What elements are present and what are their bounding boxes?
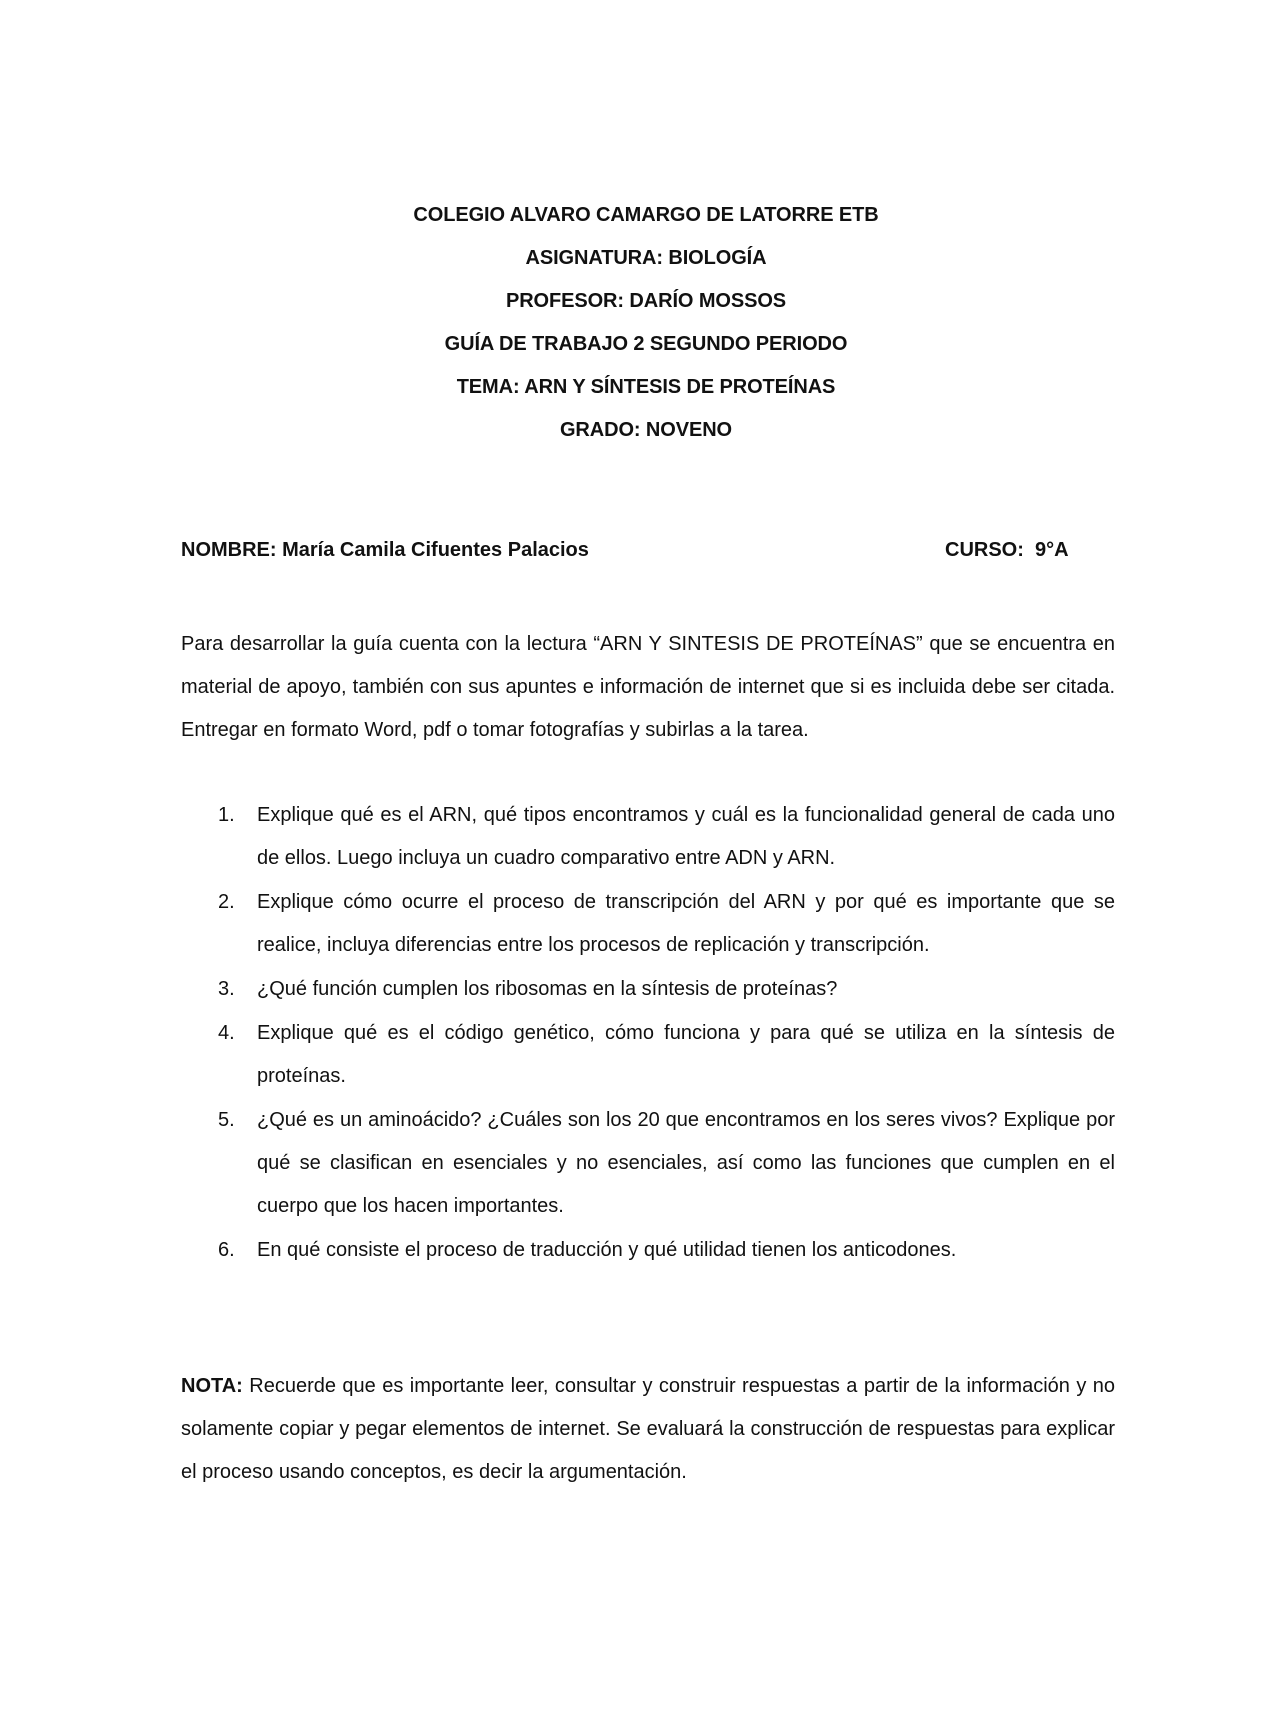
question-item [181,794,1115,880]
teacher-line: PROFESOR: DARÍO MOSSOS [505,290,787,312]
question-text: Explique qué es el ARN, qué tipos encontramos y cuál es la funcionalidad general de cada uno de ellos. Luego incluya un cuadro comparativo entre ADN y ARN. [257,804,1115,869]
question-text: En qué consiste el proceso de traducción y qué utilidad tienen los anticodones. [257,1239,957,1261]
question-item [181,1229,1115,1272]
note-paragraph [181,1365,1115,1494]
note-text: Recuerde que es importante leer, consultar y construir respuestas a partir de la información y no solamente copiar y pegar elementos de internet. Se evaluará la construcción de respuestas para explicar el proceso usando conceptos, es decir la argumentación. [181,1375,1115,1483]
question-number: 2. [218,891,235,913]
question-number: 6. [218,1239,235,1261]
student-course: CURSO: 9°A [945,539,1069,561]
question-text: ¿Qué es un aminoácido? ¿Cuáles son los 20 que encontramos en los seres vivos? Explique por qué se clasifican en esenciales y no esenciales, así como las funciones que cumplen en el cuerpo que los hacen importantes. [257,1109,1115,1217]
question-number: 5. [218,1109,235,1131]
question-item [181,1099,1115,1228]
student-info-row [181,539,1111,569]
question-item [181,881,1115,967]
topic-line: TEMA: ARN Y SÍNTESIS DE PROTEÍNAS [456,376,836,398]
school-name: COLEGIO ALVARO CAMARGO DE LATORRE ETB [413,204,879,226]
instructions-paragraph: Para desarrollar la guía cuenta con la lectura “ARN Y SINTESIS DE PROTEÍNAS” que se encuentra en material de apoyo, también con sus apuntes e información de internet que si es incluida debe ser citada. Entregar en formato Word, pdf o tomar fotografías y subirlas a la tarea. [181,633,1115,741]
grade-line: GRADO: NOVENO [559,419,733,441]
document-header [0,194,1280,452]
guide-title: GUÍA DE TRABAJO 2 SEGUNDO PERIODO [444,333,848,355]
questions-list [181,794,1115,1273]
question-item [181,1012,1115,1098]
student-name: NOMBRE: María Camila Cifuentes Palacios [181,539,589,561]
note-label: NOTA: [181,1375,243,1397]
subject-line: ASIGNATURA: BIOLOGÍA [525,247,767,269]
question-item [181,968,1115,1011]
question-number: 1. [218,804,235,826]
question-number: 4. [218,1022,235,1044]
question-number: 3. [218,978,235,1000]
question-text: Explique cómo ocurre el proceso de transcripción del ARN y por qué es importante que se realice, incluya diferencias entre los procesos de replicación y transcripción. [257,891,1115,956]
question-text: Explique qué es el código genético, cómo funciona y para qué se utiliza en la síntesis de proteínas. [257,1022,1115,1087]
question-text: ¿Qué función cumplen los ribosomas en la síntesis de proteínas? [257,978,838,1000]
